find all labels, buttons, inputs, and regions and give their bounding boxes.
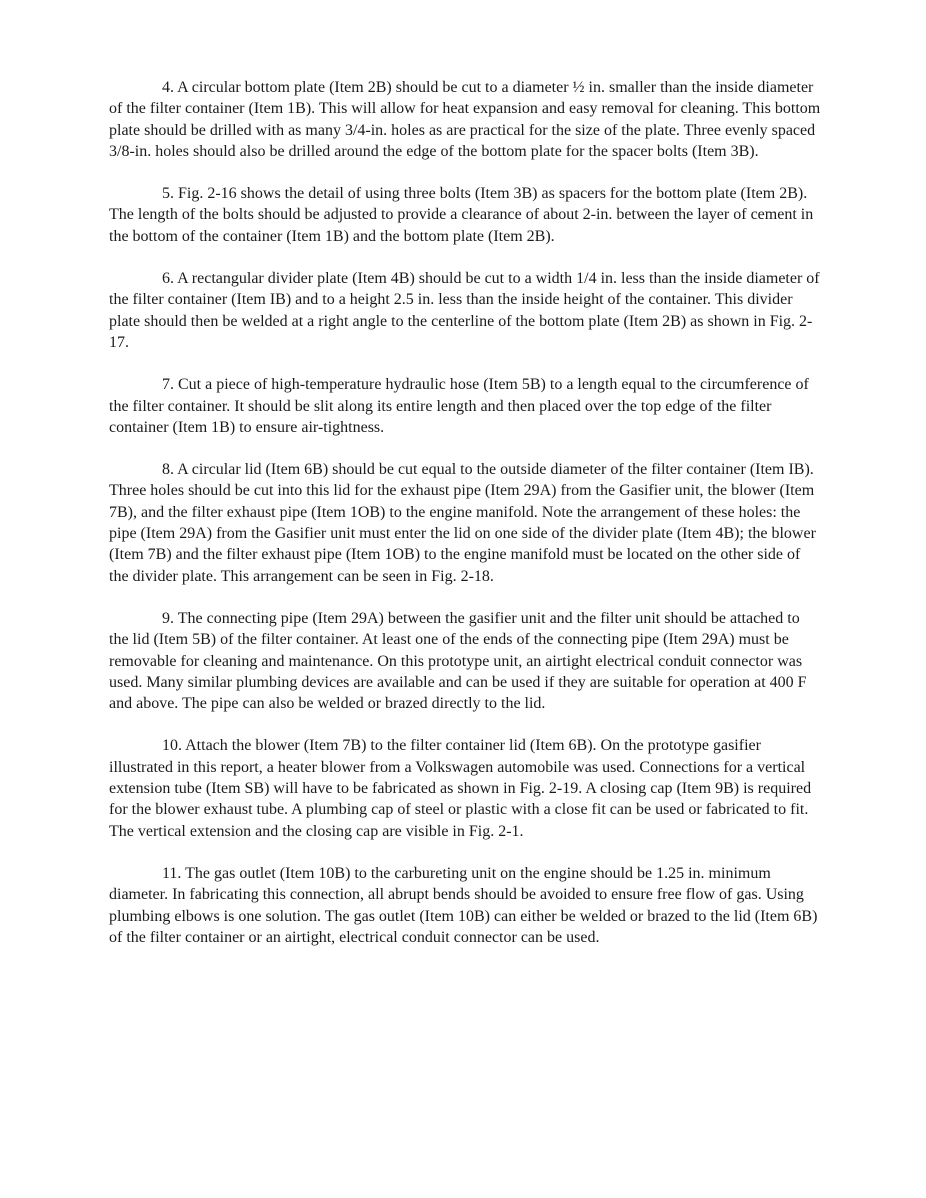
paragraph-step-6: 6. A rectangular divider plate (Item 4B) should be cut to a width 1/4 in. less than the inside diameter of the filter container (Item IB) and to a height 2.5 in. less than the inside height of the container. This divider plate should then be welded at a right angle to the centerline of the bottom plate (Item 2B) as shown in Fig. 2-17.: [109, 270, 820, 351]
paragraph-step-5: 5. Fig. 2-16 shows the detail of using three bolts (Item 3B) as spacers for the bottom plate (Item 2B). The length of the bolts should be adjusted to provide a clearance of about 2-in. between the layer of cement in the bottom of the container (Item 1B) and the bottom plate (Item 2B).: [109, 185, 814, 245]
paragraph-step-10: 10. Attach the blower (Item 7B) to the filter container lid (Item 6B). On the prototype gasifier illustrated in this report, a heater blower from a Volkswagen automobile was used. Connections for a vertical extension tube (Item SB) will have to be fabricated as shown in Fig. 2-19. A closing cap (Item 9B) is required for the blower exhaust tube. A plumbing cap of steel or plastic with a close fit can be used or fabricated to fit. The vertical extension and the closing cap are visible in Fig. 2-1.: [109, 737, 812, 840]
paragraph-step-7: 7. Cut a piece of high-temperature hydraulic hose (Item 5B) to a length equal to the circumference of the filter container. It should be slit along its entire length and then placed over the top edge of the filter container (Item 1B) to ensure air-tightness.: [109, 376, 809, 436]
paragraph-step-4: 4. A circular bottom plate (Item 2B) should be cut to a diameter ½ in. smaller than the inside diameter of the filter container (Item 1B). This will allow for heat expansion and easy removal for cleaning. This bottom plate should be drilled with as many 3/4-in. holes as are practical for the size of the plate. Three evenly spaced 3/8-in. holes should also be drilled around the edge of the bottom plate for the spacer bolts (Item 3B).: [109, 79, 821, 160]
document-body: [109, 77, 821, 969]
paragraph-step-11: 11. The gas outlet (Item 10B) to the carbureting unit on the engine should be 1.25 in. minimum diameter. In fabricating this connection, all abrupt bends should be avoided to ensure free flow of gas. Using plumbing elbows is one solution. The gas outlet (Item 10B) can either be welded or brazed to the lid (Item 6B) of the filter container or an airtight, electrical conduit connector can be used.: [109, 864, 818, 946]
paragraph-step-9: 9. The connecting pipe (Item 29A) between the gasifier unit and the filter unit should be attached to the lid (Item 5B) of the filter container. At least one of the ends of the connecting pipe (Item 29A) must be removable for cleaning and maintenance. On this prototype unit, an airtight electrical conduit connector was used. Many similar plumbing devices are available and can be used if they are suitable for operation at 400 F and above. The pipe can also be welded or brazed directly to the lid.: [109, 609, 807, 713]
paragraph-step-8: 8. A circular lid (Item 6B) should be cut equal to the outside diameter of the filter container (Item IB). Three holes should be cut into this lid for the exhaust pipe (Item 29A) from the Gasifier unit, the blower (Item 7B), and the filter exhaust pipe (Item 1OB) to the engine manifold. Note the arrangement of these holes: the pipe (Item 29A) from the Gasifier unit must enter the lid on one side of the divider plate (Item 4B); the blower (Item 7B) and the filter exhaust pipe (Item 1OB) to the engine manifold must be located on the other side of the divider plate. This arrangement can be seen in Fig. 2-18.: [109, 461, 816, 585]
